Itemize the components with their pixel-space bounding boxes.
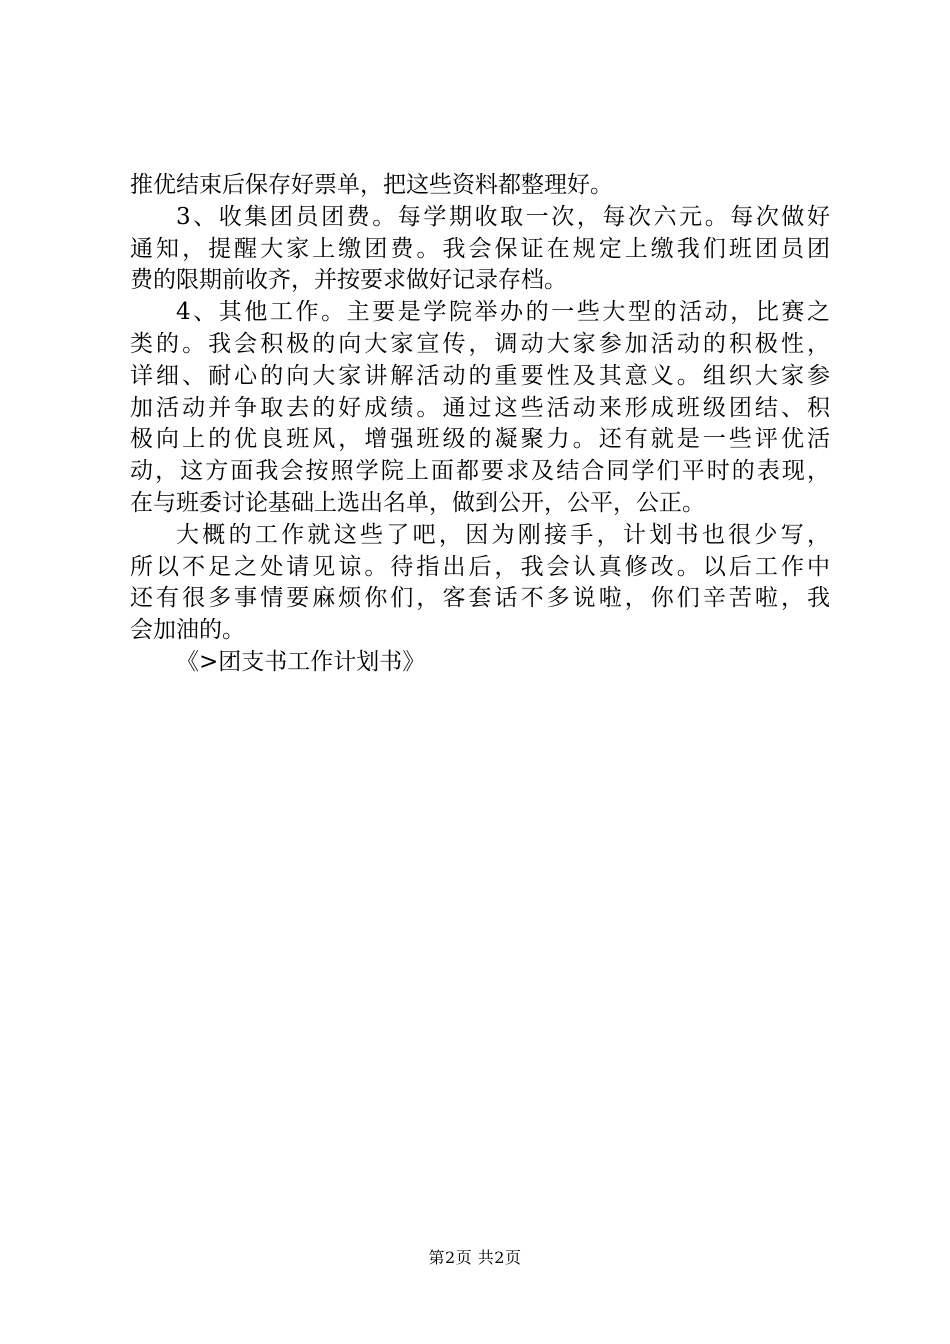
- text-line: 类的。我会积极的向大家宣传，调动大家参加活动的积极性，: [130, 330, 830, 357]
- text-line: 还有很多事情要麻烦你们，客套话不多说啦，你们辛苦啦，我: [130, 585, 830, 612]
- text-line: 4、其他工作。主要是学院举办的一些大型的活动，比赛之: [176, 299, 830, 326]
- text-line: 动，这方面我会按照学院上面都要求及结合同学们平时的表现，: [130, 458, 830, 485]
- text-line: 加活动并争取去的好成绩。通过这些活动来形成班级团结、积: [130, 394, 830, 421]
- text-line: 推优结束后保存好票单，把这些资料都整理好。: [130, 172, 613, 198]
- text-line: 大概的工作就这些了吧，因为刚接手，计划书也很少写，: [176, 521, 830, 548]
- text-line: 费的限期前收齐，并按要求做好记录存档。: [130, 267, 567, 294]
- text-line: 会加油的。: [130, 617, 245, 644]
- text-line: 详细、耐心的向大家讲解活动的重要性及其意义。组织大家参: [130, 362, 830, 389]
- text-line: 通知，提醒大家上缴团费。我会保证在规定上缴我们班团员团: [130, 235, 830, 262]
- text-line: 在与班委讨论基础上选出名单，做到公开，公平，公正。: [130, 489, 705, 516]
- document-title-reference: 《>团支书工作计划书》: [176, 648, 426, 675]
- page-number: 第2页 共2页: [428, 1248, 522, 1267]
- text-line: 3、收集团员团费。每学期收取一次，每次六元。每次做好: [176, 203, 830, 230]
- document-body: [130, 170, 830, 679]
- text-line: 所以不足之处请见谅。待指出后，我会认真修改。以后工作中: [130, 553, 830, 580]
- text-line: 极向上的优良班风，增强班级的凝聚力。还有就是一些评优活: [130, 426, 830, 453]
